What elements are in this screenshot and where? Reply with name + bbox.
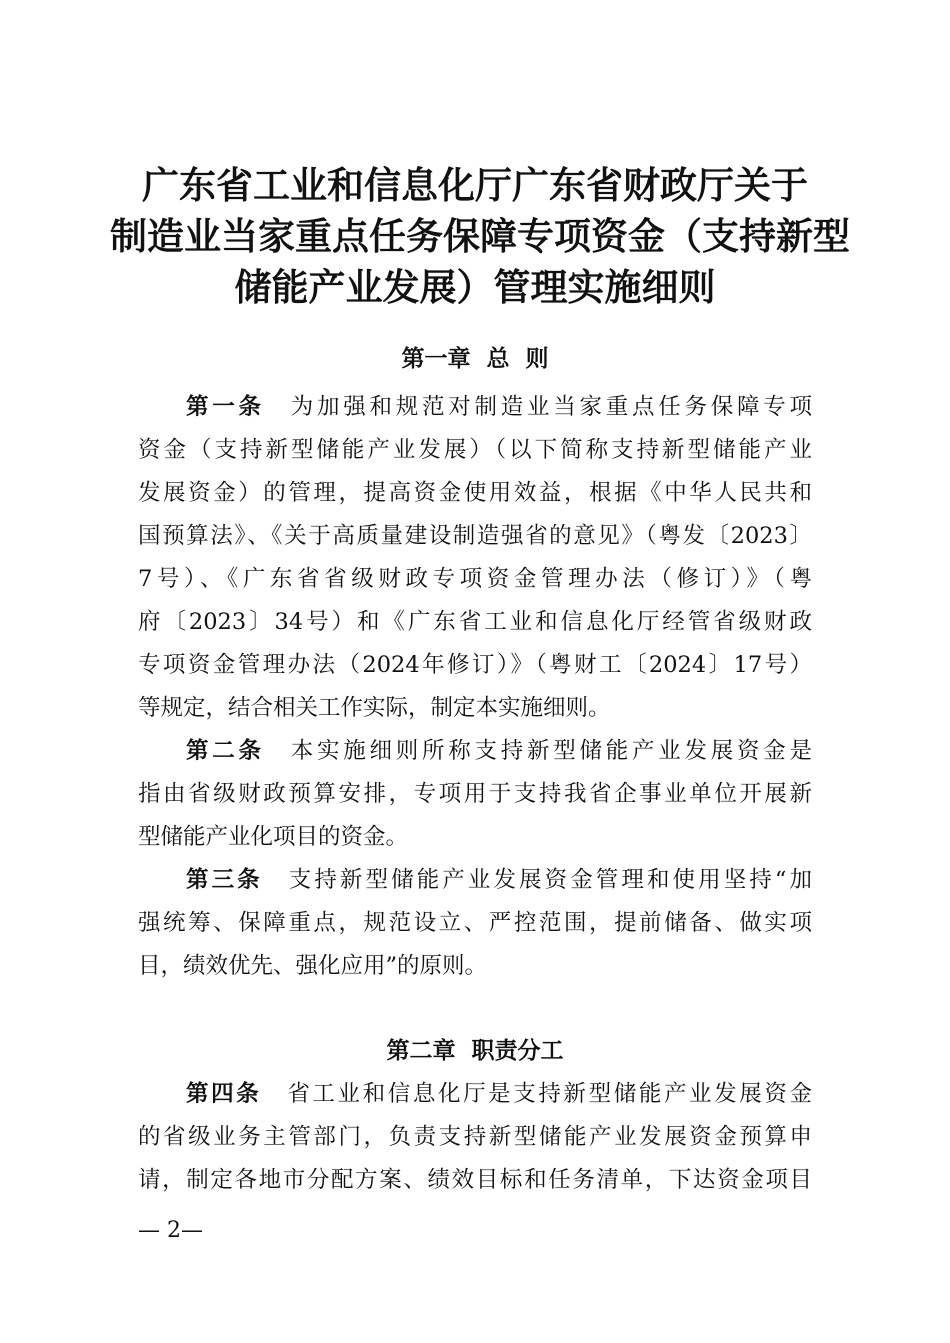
article-label: 第二条 — [186, 738, 265, 764]
page-number: — 2— — [138, 1218, 203, 1243]
article-4 — [138, 1073, 812, 1202]
article-text: 目，绩效优先、强化应用”的原则。 — [138, 953, 488, 979]
article-text: 专项资金管理办法（2024年修订）》（粤财工〔2024〕17号） — [138, 652, 812, 678]
title-line: 制造业当家重点任务保障专项资金（支持新型 — [110, 215, 850, 258]
title-line: 广东省工业和信息化厅广东省财政厅关于 — [142, 164, 808, 207]
article-2 — [138, 730, 812, 859]
article-label: 第四条 — [186, 1081, 262, 1107]
article-text: 型储能产业化项目的资金。 — [138, 824, 409, 850]
article-text: 支持新型储能产业发展资金管理和使用坚持“加 — [288, 867, 812, 893]
article-text: 省工业和信息化厅是支持新型储能产业发展资金 — [287, 1081, 812, 1107]
article-text: 国预算法》、《关于高质量建设制造强省的意见》（粤发〔2023〕 — [138, 523, 812, 549]
document-title — [110, 160, 850, 313]
article-1 — [138, 386, 812, 730]
article-3 — [138, 859, 812, 988]
title-line: 储能产业发展）管理实施细则 — [234, 266, 716, 309]
article-text: 请，制定各地市分配方案、绩效目标和任务清单，下达资金项目 — [138, 1167, 812, 1193]
article-text: 等规定，结合相关工作实际，制定本实施细则。 — [138, 695, 611, 721]
article-text: 本实施细则所称支持新型储能产业发展资金是 — [290, 738, 812, 764]
article-text: 资金（支持新型储能产业发展）（以下简称支持新型储能产业 — [138, 437, 812, 463]
chapter-heading: 第二章 职责分工 — [386, 1038, 564, 1064]
article-label: 第三条 — [186, 867, 263, 893]
article-text: 指由省级财政预算安排，专项用于支持我省企事业单位开展新 — [138, 781, 812, 807]
chapter-heading: 第一章 总 则 — [401, 346, 549, 372]
article-text: 发展资金）的管理，提高资金使用效益，根据《中华人民共和 — [138, 480, 812, 506]
article-text: 7号）、《广东省省级财政专项资金管理办法（修订）》（粤 — [138, 566, 812, 592]
article-text: 强统筹、保障重点，规范设立、严控范围，提前储备、做实项 — [138, 910, 812, 936]
article-text: 为加强和规范对制造业当家重点任务保障专项 — [290, 394, 812, 420]
article-label: 第一条 — [186, 394, 265, 420]
article-text: 府〔2023〕34号）和《广东省工业和信息化厅经管省级财政 — [138, 609, 812, 635]
article-text: 的省级业务主管部门，负责支持新型储能产业发展资金预算申 — [138, 1124, 812, 1150]
